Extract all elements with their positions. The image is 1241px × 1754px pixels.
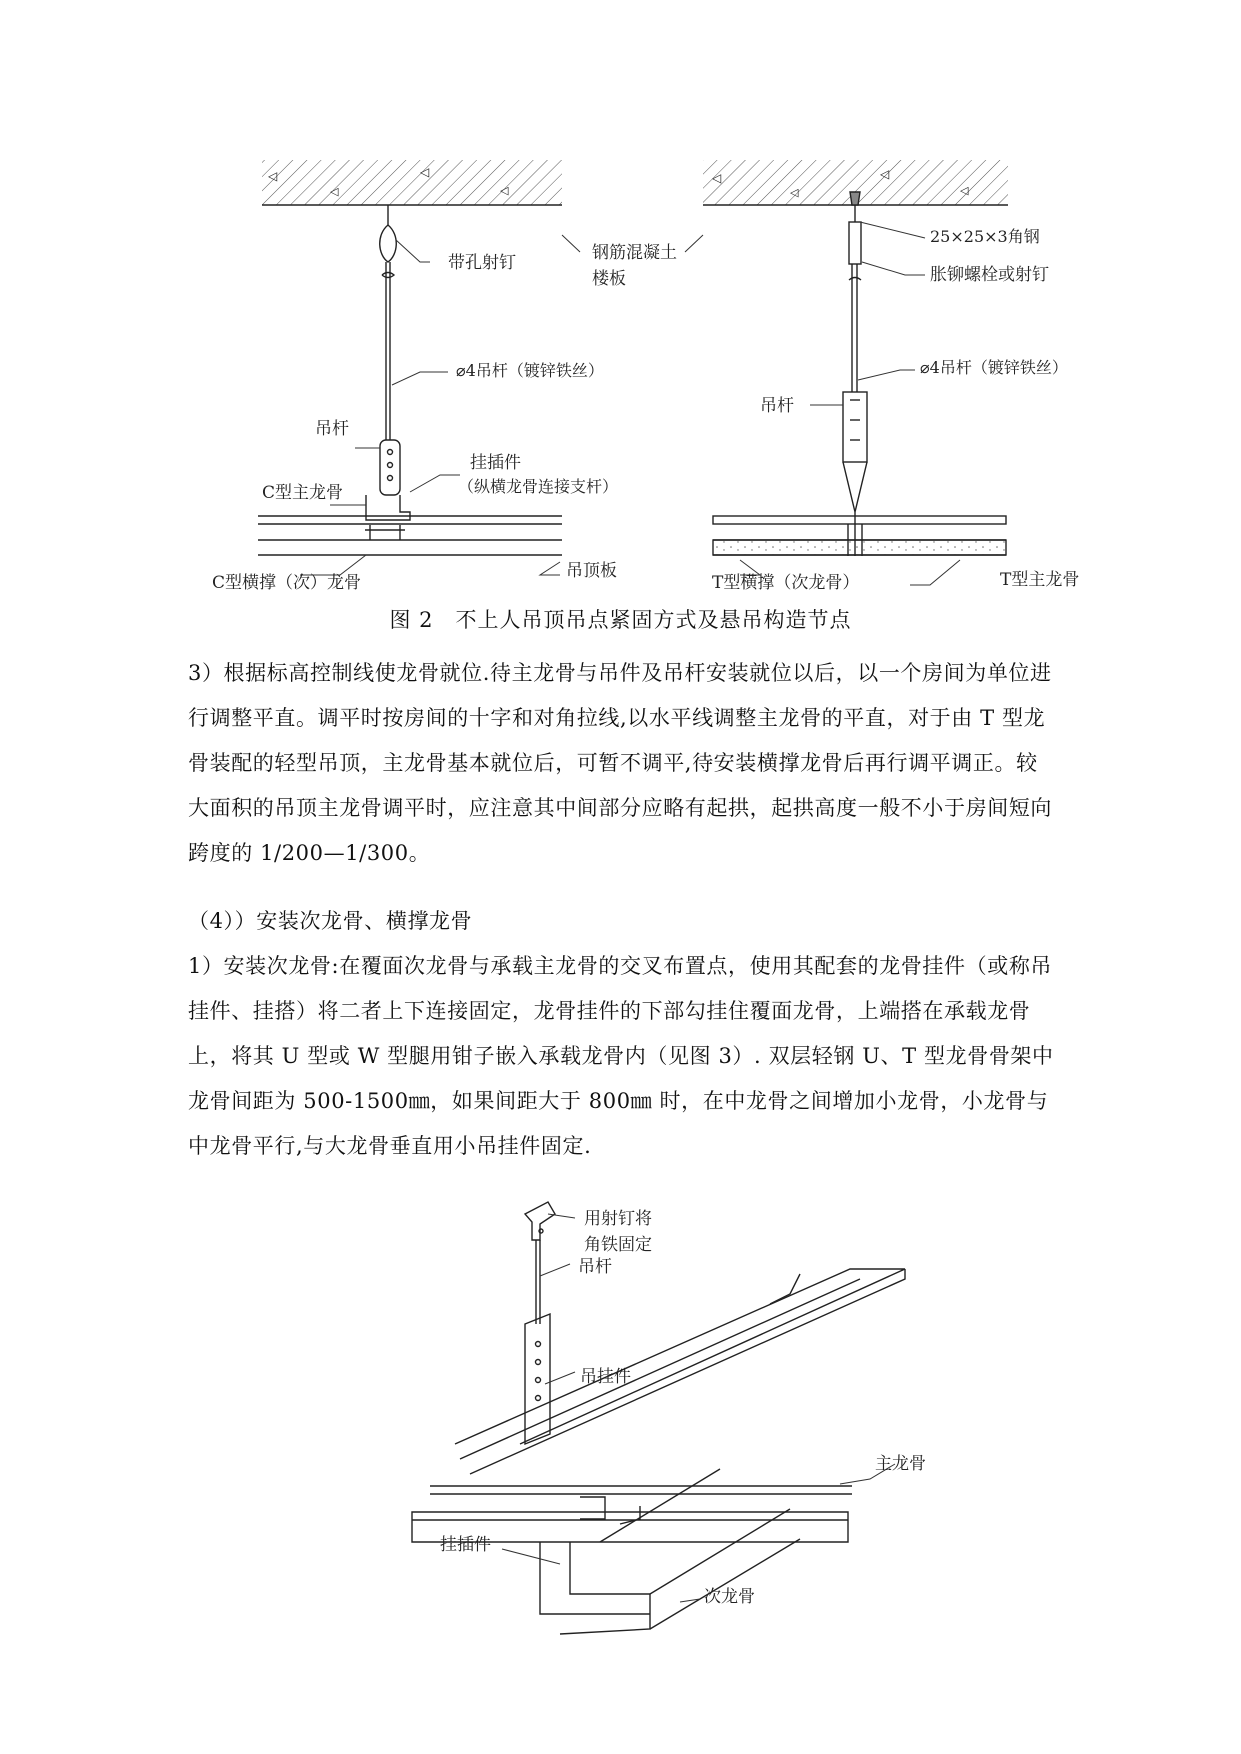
section-heading-4-text: （4））安装次龙骨、横撑龙骨 bbox=[188, 909, 473, 933]
label-t-cross-keel: T型横撑（次龙骨） bbox=[712, 573, 860, 593]
figure-3-structure bbox=[412, 1202, 905, 1634]
fig3-label-main-keel: 主龙骨 bbox=[875, 1454, 926, 1474]
figure-3-drawing bbox=[0, 1194, 1241, 1754]
label-connector-note: （纵横龙骨连接支杆） bbox=[458, 477, 619, 496]
label-slab-line1: 钢筋混凝土 bbox=[592, 243, 677, 263]
label-t-main-keel: T型主龙骨 bbox=[1000, 570, 1080, 590]
label-connector: 挂插件 bbox=[470, 453, 521, 473]
paragraph-leveling bbox=[188, 651, 1058, 876]
fig3-label-secondary-keel: 次龙骨 bbox=[704, 1587, 755, 1607]
svg-text:◁: ◁ bbox=[330, 185, 339, 198]
label-angle-steel: 25×25×3角钢 bbox=[930, 227, 1040, 246]
label-left-rod: 吊杆 bbox=[315, 419, 349, 439]
svg-text:◁: ◁ bbox=[268, 169, 278, 183]
label-left-rod-wire: ⌀4吊杆（镀锌铁丝） bbox=[456, 361, 604, 380]
svg-text:◁: ◁ bbox=[500, 184, 509, 197]
label-slab-line2: 楼板 bbox=[592, 269, 626, 289]
label-right-rod-wire: ⌀4吊杆（镀锌铁丝） bbox=[920, 358, 1068, 377]
svg-text:◁: ◁ bbox=[420, 165, 430, 179]
label-c-cross-keel: C型横撑（次）龙骨 bbox=[212, 573, 362, 593]
label-perforated-nail: 带孔射钉 bbox=[448, 253, 516, 273]
left-concrete-slab bbox=[262, 160, 562, 205]
fig3-label-connector: 挂插件 bbox=[440, 1535, 491, 1555]
label-right-rod: 吊杆 bbox=[760, 396, 794, 416]
figure-2-drawing bbox=[0, 0, 1241, 600]
svg-text:◁: ◁ bbox=[960, 184, 969, 197]
svg-text:◁: ◁ bbox=[880, 167, 890, 181]
label-c-main-keel: C型主龙骨 bbox=[262, 483, 344, 503]
label-expansion-bolt: 胀铆螺栓或射钉 bbox=[930, 265, 1049, 285]
fig3-label-rod: 吊杆 bbox=[578, 1257, 612, 1277]
svg-text:◁: ◁ bbox=[790, 186, 799, 199]
figure-2-caption: 图 2 不上人吊顶吊点紧固方式及悬吊构造节点 bbox=[389, 608, 852, 632]
paragraph-secondary-keel bbox=[188, 944, 1058, 1169]
svg-text:◁: ◁ bbox=[712, 171, 722, 185]
section-heading-4 bbox=[188, 899, 1058, 944]
paragraph-secondary-keel-text: 1）安装次龙骨:在覆面次龙骨与承载主龙骨的交叉布置点，使用其配套的龙骨挂件（或称吊挂件、挂搭）将二者上下连接固定，龙骨挂件的下部勾挂住覆面龙骨，上端搭在承载龙骨上，将其 U 型或 W 型腿用钳子嵌入承载龙骨内（见图 3）. 双层轻钢 U、T 型龙骨骨架中龙骨间距为 500-1500㎜，如果间距大于 800㎜ 时，在中龙骨之间增加小龙骨，小龙骨与中龙骨平行,与大龙骨垂直用小吊挂件固定. bbox=[188, 954, 1054, 1158]
paragraph-leveling-text: 3）根据标高控制线使龙骨就位.待主龙骨与吊件及吊杆安装就位以后，以一个房间为单位进行调整平直。调平时按房间的十字和对角拉线,以水平线调整主龙骨的平直，对于由 T 型龙骨装配的轻型吊顶，主龙骨基本就位后，可暂不调平,待安装横撑龙骨后再行调平调正。较大面积的吊顶主龙骨调平时，应注意其中间部分应略有起拱，起拱高度一般不小于房间短向跨度的 1/200—1/300。 bbox=[188, 661, 1052, 865]
figure-3-leaders bbox=[502, 1214, 895, 1602]
label-ceiling-board: 吊顶板 bbox=[566, 561, 617, 581]
fig3-label-angle-line2: 角铁固定 bbox=[584, 1235, 652, 1255]
fig3-label-angle-line1: 用射钉将 bbox=[584, 1209, 652, 1229]
fig3-label-hanger: 吊挂件 bbox=[580, 1367, 631, 1387]
